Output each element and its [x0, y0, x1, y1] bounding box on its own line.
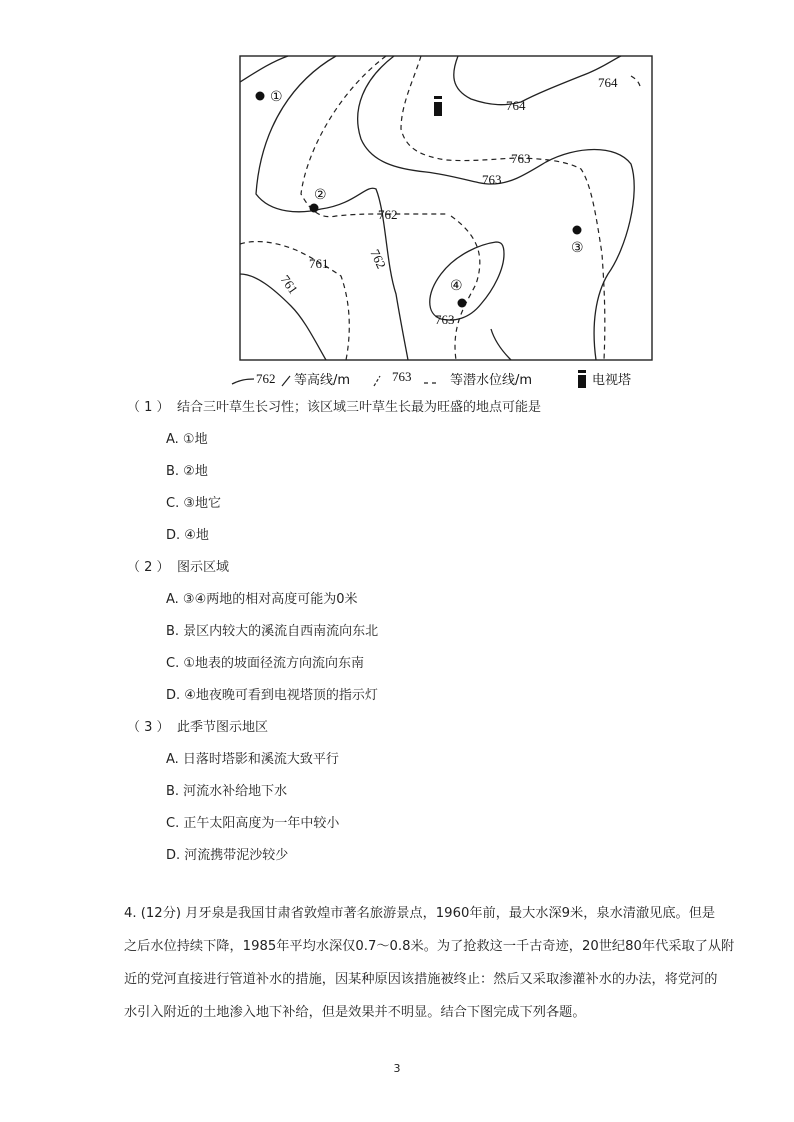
label-761-rotated: 761	[277, 272, 302, 297]
label-763-lower: 763	[435, 312, 455, 327]
question-2-stem	[127, 559, 229, 577]
contour-line-764	[454, 56, 621, 105]
legend-water-value: 763	[392, 369, 412, 384]
legend-contour-tick	[282, 376, 290, 386]
water-line-764	[631, 76, 640, 86]
question-2-option-b: B. 景区内较大的溪流自西南流向东北	[166, 624, 379, 639]
question-1-option-c: C. ③地它	[166, 496, 221, 511]
contour-line-763-closed	[430, 242, 504, 320]
label-762: 762	[378, 207, 398, 222]
question-3-option-a: A. 日落时塔影和溪流大致平行	[166, 752, 339, 767]
point-1-label: ①	[270, 89, 283, 105]
question-2-number: （ 2 ）	[127, 560, 170, 575]
legend-water-tick	[374, 376, 380, 386]
water-line-762	[401, 56, 605, 360]
label-763-upper: 763	[511, 151, 531, 166]
question-3-stem	[127, 719, 268, 737]
question-2-option-d: D. ④地夜晚可看到电视塔顶的指示灯	[166, 688, 378, 703]
label-764: 764	[506, 98, 526, 113]
problem-4-line-1: 4. (12分) 月牙泉是我国甘肃省敦煌市著名旅游景点，1960年前，最大水深9米，泉水清澈见底。但是	[124, 906, 716, 921]
label-763: 763	[482, 172, 502, 187]
label-762-rotated: 762	[367, 246, 390, 271]
problem-4-paragraph	[124, 897, 764, 1029]
point-1-dot	[256, 92, 265, 101]
water-line-761	[240, 242, 349, 360]
question-3-option-c: C. 正午太阳高度为一年中较小	[166, 816, 340, 831]
tv-tower-icon	[434, 96, 442, 116]
question-2-text: 图示区域	[177, 560, 230, 575]
question-1-option-b: B. ②地	[166, 464, 208, 479]
legend-contour-value: 762	[256, 371, 276, 386]
problem-4-line-2: 之后水位持续下降，1985年平均水深仅0.7～0.8米。为了抢救这一千古奇迹，20世纪80年代采取了从附	[124, 939, 735, 954]
question-1-text: 结合三叶草生长习性；该区域三叶草生长最为旺盛的地点可能是	[177, 400, 542, 415]
point-3-dot	[573, 226, 582, 235]
question-3-text: 此季节图示地区	[177, 720, 269, 735]
legend-water-label: 等潜水位线/m	[450, 373, 533, 388]
contour-map	[236, 54, 656, 364]
question-3-option-b: B. 河流水补给地下水	[166, 784, 288, 799]
label-761: 761	[309, 256, 329, 271]
legend-tower-icon	[578, 370, 586, 388]
question-2-option-c: C. ①地表的坡面径流方向流向东南	[166, 656, 364, 671]
point-4-dot	[458, 299, 467, 308]
legend-tower-label: 电视塔	[592, 373, 632, 388]
legend-contour-label: 等高线/m	[294, 373, 351, 388]
legend-contour-line	[232, 379, 254, 384]
point-2-label: ②	[314, 187, 327, 203]
question-2-option-a: A. ③④两地的相对高度可能为0米	[166, 592, 358, 607]
question-3-option-d: D. 河流携带泥沙较少	[166, 848, 289, 863]
point-4-label: ④	[450, 278, 463, 294]
page-number: 3	[393, 1062, 401, 1075]
question-1-number: （ 1 ）	[127, 400, 170, 415]
question-1-stem	[127, 399, 541, 417]
contour-line-upper-left	[240, 56, 288, 82]
problem-4-line-3: 近的党河直接进行管道补水的措施，因某种原因该措施被终止：然后又采取渗灌补水的办法，将党河的	[124, 972, 718, 987]
contour-line-763-south	[491, 329, 511, 360]
question-3-number: （ 3 ）	[127, 720, 170, 735]
point-3-label: ③	[571, 240, 584, 256]
question-1-option-d: D. ④地	[166, 528, 209, 543]
point-2-dot	[310, 204, 319, 213]
problem-4-line-4: 水引入附近的土地渗入地下补给，但是效果并不明显。结合下图完成下列各题。	[124, 1005, 586, 1020]
label-764-upper: 764	[598, 75, 618, 90]
question-1-option-a: A. ①地	[166, 432, 208, 447]
map-legend	[230, 368, 670, 390]
